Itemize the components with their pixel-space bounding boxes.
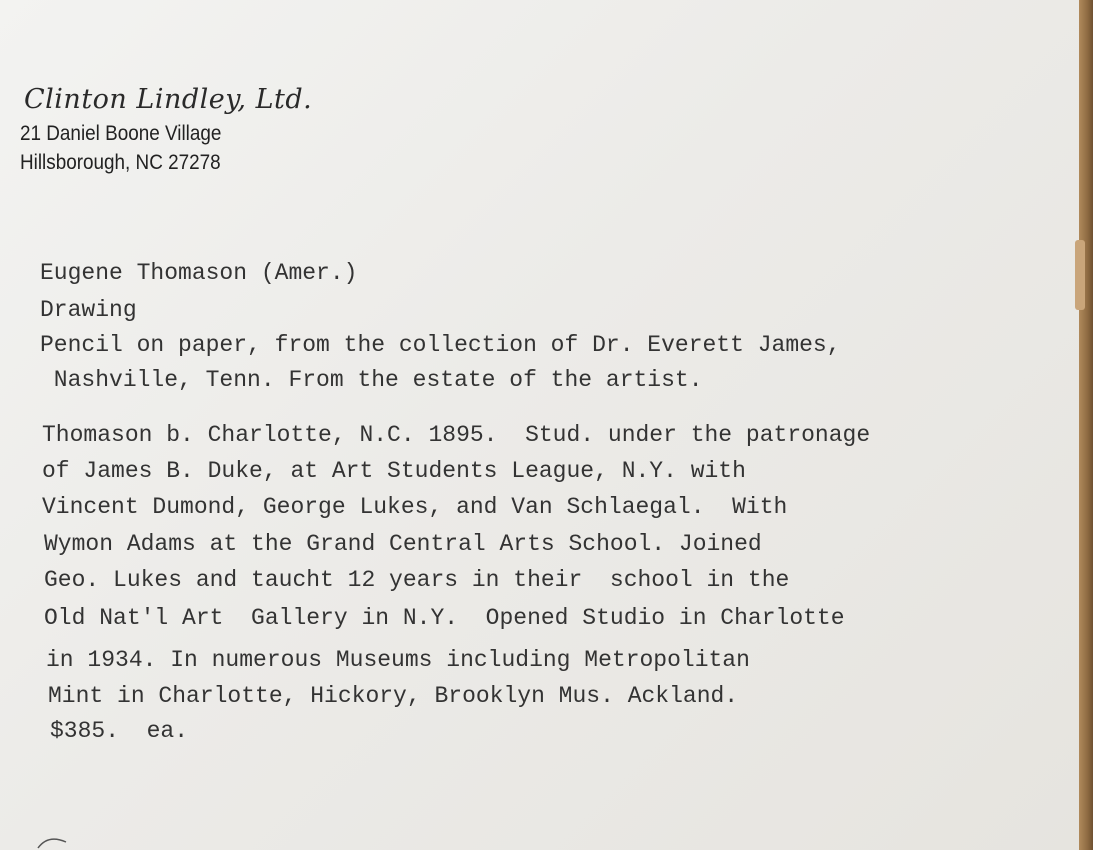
medium-line-1: Pencil on paper, from the collection of Dr. Everett James, [40,332,841,358]
bio-line: of James B. Duke, at Art Students League, N.Y. with [42,458,746,484]
bio-line: Vincent Dumond, George Lukes, and Van Schlaegal. With [42,494,788,520]
bio-line: Thomason b. Charlotte, N.C. 1895. Stud. under the patronage [42,422,871,448]
address-line-1: 21 Daniel Boone Village [20,122,222,145]
bio-line: Geo. Lukes and taucht 12 years in their school in the [44,567,790,593]
price-line: $385. ea. [50,718,189,744]
wood-backing-edge [1079,0,1093,850]
paper-tear [1075,240,1085,310]
letterhead [20,84,312,177]
pencil-mark [36,828,96,850]
type-line: Drawing [40,297,137,323]
firm-name: Clinton Lindley, Ltd. [24,84,313,115]
address-line-2: Hillsborough, NC 27278 [20,151,221,174]
medium-line-2: Nashville, Tenn. From the estate of the artist. [40,367,703,393]
bio-line: Wymon Adams at the Grand Central Arts School. Joined [44,531,762,557]
bio-line: in 1934. In numerous Museums including Metropolitan [46,647,750,673]
bio-line: Mint in Charlotte, Hickory, Brooklyn Mus. Ackland. [48,683,739,709]
artist-line: Eugene Thomason (Amer.) [40,260,358,286]
bio-line: Old Nat'l Art Gallery in N.Y. Opened Studio in Charlotte [44,605,845,631]
